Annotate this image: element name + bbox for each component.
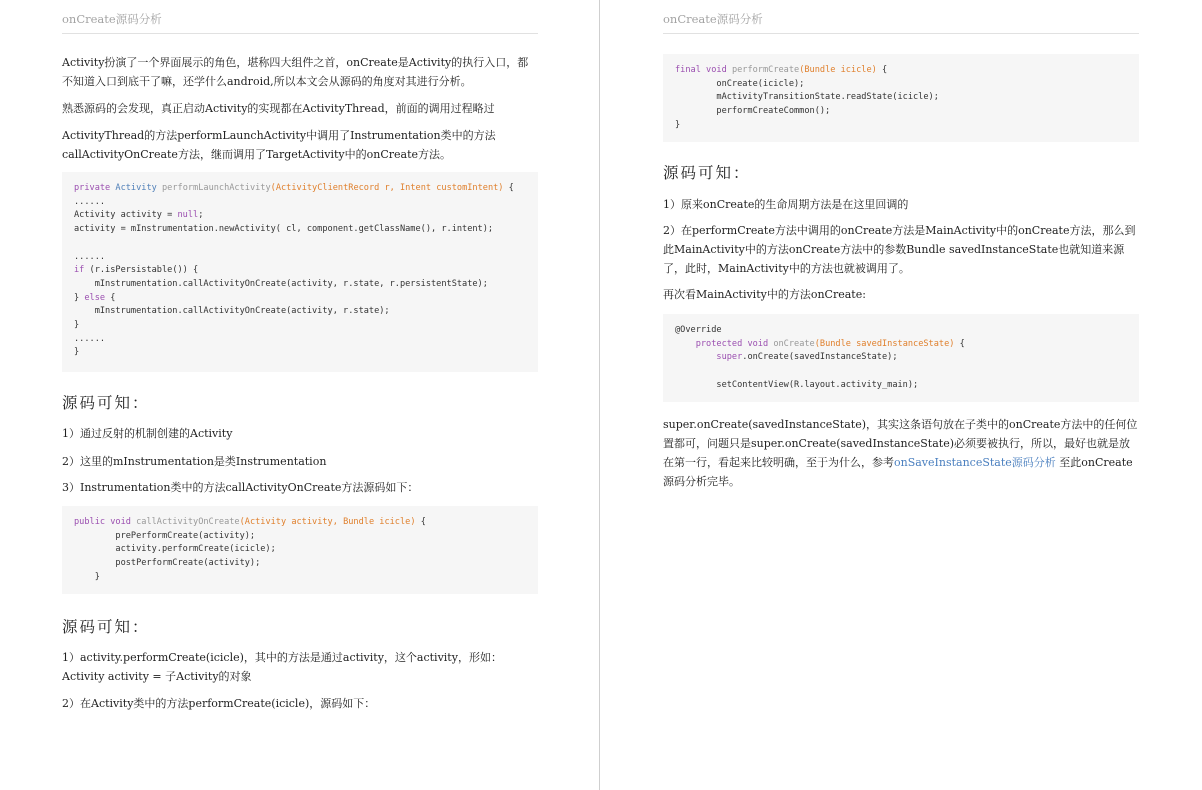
code-line: ...... xyxy=(74,196,106,207)
code-line: super.onCreate(savedInstanceState); xyxy=(716,352,898,363)
code-line: mInstrumentation.callActivityOnCreate(activity, r.state); xyxy=(74,306,390,317)
left-page xyxy=(0,0,600,790)
code-line: ...... xyxy=(74,333,106,344)
paragraph: ActivityThread的方法performLaunchActivity中调用了Instrumentation类中的方法callActivityOnCreate方法，继而调用了TargetActivity中的onCreate方法。 xyxy=(62,129,496,161)
list-item: 1）原来onCreate的生命周期方法是在这里回调的 xyxy=(663,198,909,211)
list-item: 3）Instrumentation类中的方法callActivityOnCreate方法源码如下： xyxy=(62,481,419,494)
section-heading: 源码可知： xyxy=(663,164,751,182)
code-line: public void callActivityOnCreate(Activity activity, Bundle icicle) { xyxy=(74,517,426,527)
code-block-onCreate xyxy=(663,314,1139,402)
list-item: 2）在Activity类中的方法performCreate(icicle)，源码如下： xyxy=(62,697,376,710)
page-header: onCreate源码分析 xyxy=(663,11,1139,34)
code-line: performCreateCommon(); xyxy=(675,106,831,117)
code-block-callActivityOnCreate xyxy=(62,506,538,594)
page-header: onCreate源码分析 xyxy=(62,11,538,34)
code-line: } else { xyxy=(74,292,116,303)
code-line: protected void onCreate(Bundle savedInstanceState) { xyxy=(695,338,965,349)
code-line: } xyxy=(74,571,100,582)
code-line: private Activity performLaunchActivity(ActivityClientRecord r, Intent customIntent) { xyxy=(74,183,514,193)
code-line: mActivityTransitionState.readState(icicle); xyxy=(675,92,939,103)
paragraph: 再次看MainActivity中的方法onCreate: xyxy=(663,288,866,301)
right-page xyxy=(601,0,1202,790)
section-heading: 源码可知： xyxy=(62,618,150,636)
list-item: 2）这里的mInstrumentation是类Instrumentation xyxy=(62,455,327,468)
code-line: setContentView(R.layout.activity_main); xyxy=(716,379,919,390)
code-line: ...... xyxy=(74,251,106,262)
code-line: mInstrumentation.callActivityOnCreate(activity, r.state, r.persistentState); xyxy=(74,278,488,289)
code-line: } xyxy=(675,119,681,130)
code-line: } xyxy=(74,320,80,330)
code-line: Activity activity = null; xyxy=(74,210,204,221)
onSaveInstanceState-link[interactable]: onSaveInstanceState源码分析 xyxy=(894,456,1056,469)
code-line: final void performCreate(Bundle icicle) { xyxy=(675,65,888,75)
code-line: activity.performCreate(icicle); xyxy=(74,544,276,555)
list-item: 1）通过反射的机制创建的Activity xyxy=(62,427,233,440)
intro-paragraph: Activity扮演了一个界面展示的角色，堪称四大组件之首，onCreate是Activity的执行入口，都不知道入口到底干了嘛，还学什么android,所以本文会从源码的角度对其进行分析。 xyxy=(62,56,529,88)
code-line: if (r.isPersistable()) { xyxy=(74,265,199,276)
section-heading: 源码可知： xyxy=(62,394,150,412)
code-line: } xyxy=(74,347,80,358)
code-block-performCreate xyxy=(663,54,1139,142)
code-line: postPerformCreate(activity); xyxy=(74,558,261,569)
code-line: prePerformCreate(activity); xyxy=(74,530,256,541)
paragraph: 熟悉源码的会发现，真正启动Activity的实现都在ActivityThread，前面的调用过程略过 xyxy=(62,102,495,115)
list-item: 2）在performCreate方法中调用的onCreate方法是MainActivity中的onCreate方法，那么到此MainActivity中的方法onCreate方法中的参数Bundle savedInstanceState也就知道来源了，此时，MainActivity中的方法也就被调用了。 xyxy=(663,224,1136,275)
code-line: @Override xyxy=(675,325,722,335)
list-item: 1）activity.performCreate(icicle)，其中的方法是通过activity，这个activity，形如：Activity activity = 子Activity的对象 xyxy=(62,651,502,683)
code-block-performLaunchActivity xyxy=(62,172,538,372)
code-line: activity = mInstrumentation.newActivity( cl, component.getClassName(), r.intent); xyxy=(74,224,494,235)
closing-paragraph: super.onCreate(savedInstanceState)，其实这条语句放在子类中的onCreate方法中的任何位置都可，问题只是super.onCreate(savedInstanceState)必须要被执行，所以，最好也就是放在第一行，看起来比较明确，至于为什么，参考onSaveInstanceState源码分析 至此onCreate源码分析完毕。 xyxy=(663,418,1138,488)
code-line: onCreate(icicle); xyxy=(675,78,805,89)
